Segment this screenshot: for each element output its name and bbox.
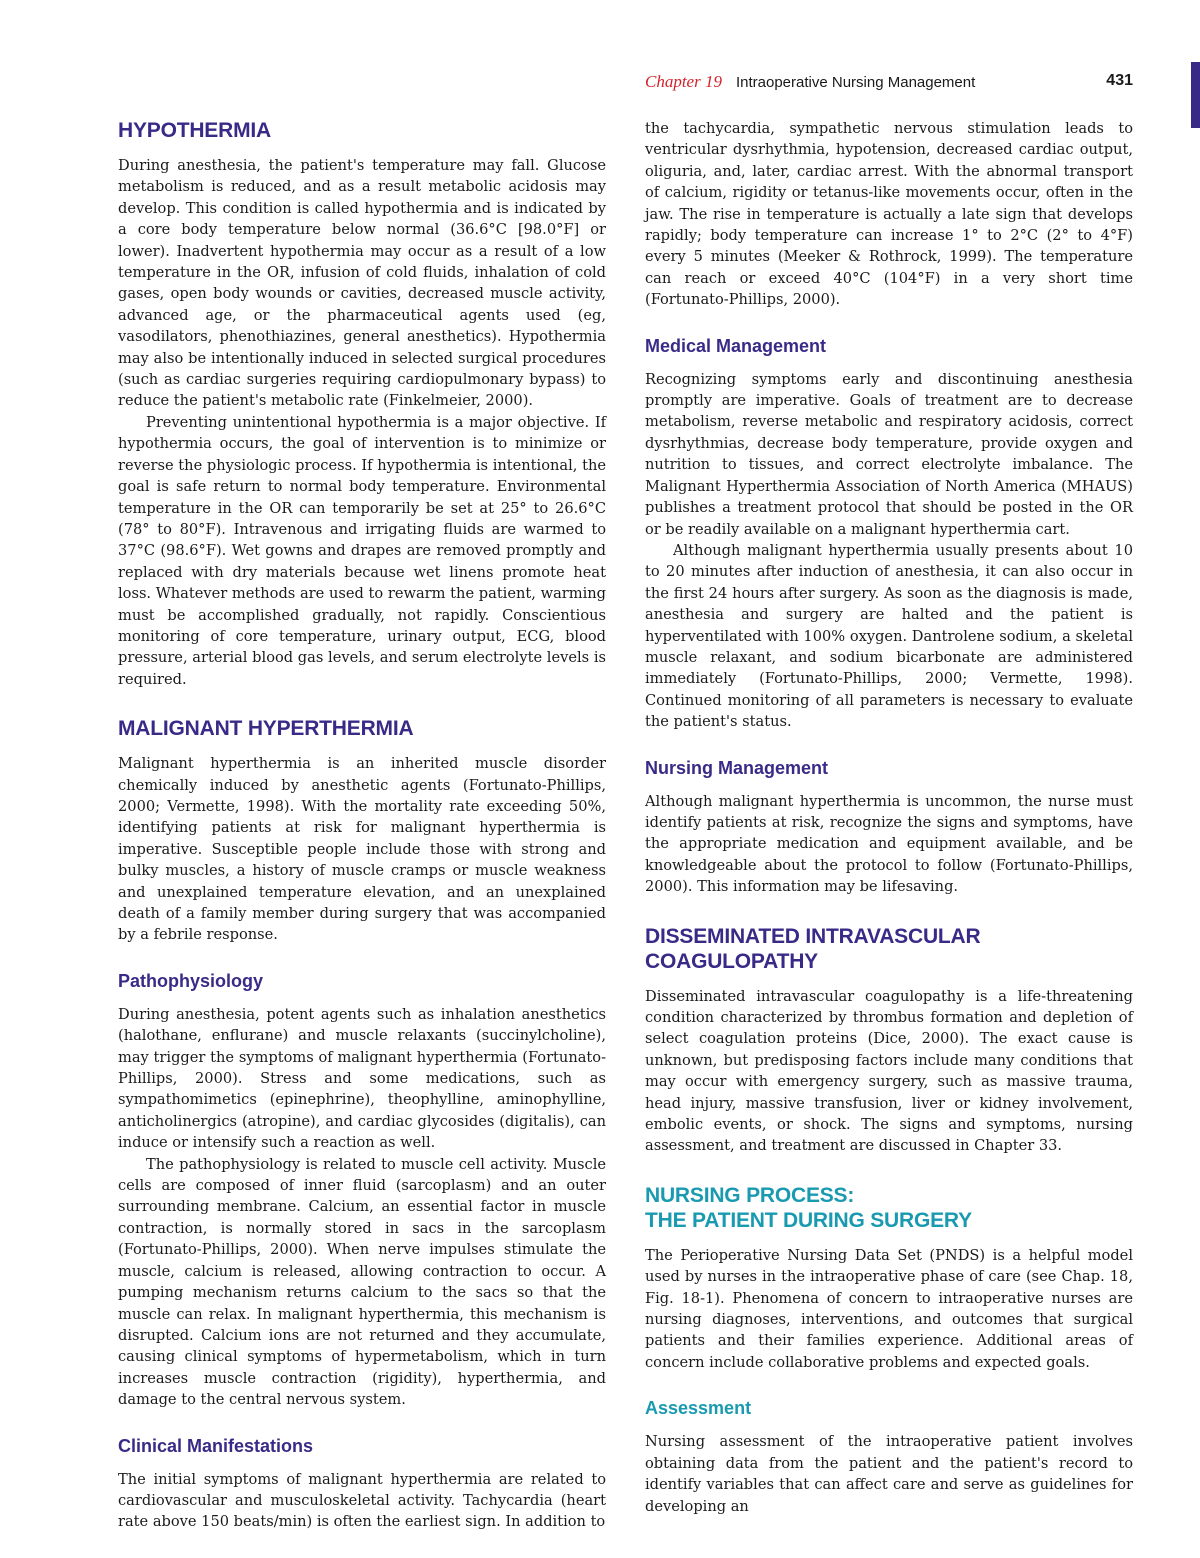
running-header: [645, 72, 1133, 96]
clinical-manifestations-paragraph: The initial symptoms of malignant hyperthermia are related to cardiovascular and musculoskeletal activity. Tachycardia (heart rate above 150 beats/min) is often the earliest sign. In addition to: [118, 1470, 606, 1531]
nursing-process-heading-line-2: THE PATIENT DURING SURGERY: [645, 1208, 972, 1232]
continued-paragraph: the tachycardia, sympathetic nervous stimulation leads to ventricular dysrhythmia, hypotension, decreased cardiac output, oliguria, and, later, cardiac arrest. With the abnormal transport of calcium, rigidity or tetanus-like movements occur, often in the jaw. The rise in temperature is actually a late sign that develops rapidly; body temperature can increase 1° to 2°C (2° to 4°F) every 5 minutes (Meeker & Rothrock, 1999). The temperature can reach or exceed 40°C (104°F) in a very short time (Fortunato-Phillips, 2000).: [645, 120, 1133, 309]
pathophysiology-heading: Pathophysiology: [118, 970, 264, 991]
malignant-hyperthermia-paragraph: Malignant hyperthermia is an inherited muscle disorder chemically induced by anesthetic agents (Fortunato-Phillips, 2000; Vermette, 1998). With the mortality rate exceeding 50%, identifying patients at risk for malignant hyperthermia is imperative. Susceptible people include those with strong and bulky muscles, a history of muscle cramps or muscle weakness and unexplained temperature elevation, and an unexplained death of a family member during surgery that was accompanied by a febrile response.: [118, 755, 606, 944]
right-column: [645, 118, 1133, 1517]
hypothermia-heading: HYPOTHERMIA: [118, 119, 271, 142]
chapter-label: Chapter 19: [645, 72, 722, 91]
assessment-heading: Assessment: [645, 1398, 752, 1419]
assessment-paragraph: Nursing assessment of the intraoperative patient involves obtaining data from the patient and the patient's record to identify variables that can affect care and serve as guidelines for developing an: [645, 1433, 1133, 1515]
medical-management-heading: Medical Management: [645, 335, 827, 356]
chapter-side-tab: [1191, 62, 1200, 128]
nursing-management-heading: Nursing Management: [645, 757, 829, 778]
nursing-management-paragraph: Although malignant hyperthermia is uncommon, the nurse must identify patients at risk, recognize the signs and symptoms, have the appropriate medication and equipment available, and be knowledgeable about the protocol to follow (Fortunato-Phillips, 2000). This information may be lifesaving.: [645, 792, 1133, 896]
dic-heading-line-2: COAGULOPATHY: [645, 949, 818, 973]
pathophysiology-paragraph-2: The pathophysiology is related to muscle cell activity. Muscle cells are composed of inner fluid (sarcoplasm) and an outer surrounding membrane. Calcium, an essential factor in muscle contraction, is normally stored in sacs in the sarcoplasm (Fortunato-Phillips, 2000). When nerve impulses stimulate the muscle, calcium is released, allowing contraction to occur. A pumping mechanism returns calcium to the sacs so that the muscle can relax. In malignant hyperthermia, this mechanism is disrupted. Calcium ions are not returned and they accumulate, causing clinical symptoms of hypermetabolism, which in turn increases muscle contraction (rigidity), hyperthermia, and damage to the central nervous system.: [118, 1155, 606, 1409]
dic-heading: [645, 924, 1133, 974]
nursing-process-heading-line-1: NURSING PROCESS:: [645, 1183, 855, 1207]
chapter-title: Intraoperative Nursing Management: [735, 74, 976, 91]
dic-paragraph: Disseminated intravascular coagulopathy is a life-threatening condition characterized by thrombus formation and depletion of select coagulation proteins (Dice, 2000). The exact cause is unknown, but predisposing factors include many conditions that may occur with emergency surgery, such as massive trauma, head injury, massive transfusion, liver or kidney involvement, embolic events, or shock. The signs and symptoms, nursing assessment, and treatment are discussed in Chapter 33.: [645, 987, 1133, 1155]
dic-heading-line-1: DISSEMINATED INTRAVASCULAR: [645, 924, 981, 948]
nursing-process-heading: [645, 1183, 1133, 1233]
hypothermia-paragraph-2: Preventing unintentional hypothermia is a major objective. If hypothermia occurs, the goal of intervention is to minimize or reverse the physiologic process. If hypothermia is intentional, the goal is safe return to normal body temperature. Environmental temperature in the OR can temporarily be set at 25° to 26.6°C (78° to 80°F). Intravenous and irrigating fluids are warmed to 37°C (98.6°F). Wet gowns and drapes are removed promptly and replaced with dry materials because wet linens promote heat loss. Whatever methods are used to rewarm the patient, warming must be accomplished gradually, not rapidly. Conscientious monitoring of core temperature, urinary output, ECG, blood pressure, arterial blood gas levels, and serum electrolyte levels is required.: [118, 413, 606, 688]
page-number: 431: [1106, 72, 1133, 89]
medical-management-paragraph-1: Recognizing symptoms early and discontinuing anesthesia promptly are imperative. Goals of treatment are to decrease metabolism, reverse metabolic and respiratory acidosis, correct dysrhythmias, decrease body temperature, provide oxygen and nutrition to tissues, and correct electrolyte imbalance. The Malignant Hyperthermia Association of North America (MHAUS) publishes a treatment protocol that should be posted in the OR or be readily available on a malignant hyperthermia cart.: [645, 370, 1133, 538]
hypothermia-paragraph-1: During anesthesia, the patient's temperature may fall. Glucose metabolism is reduced, and as a result metabolic acidosis may develop. This condition is called hypothermia and is indicated by a core body temperature below normal (36.6°C [98.0°F] or lower). Inadvertent hypothermia may occur as a result of a low temperature in the OR, infusion of cold fluids, inhalation of cold gases, open body wounds or cavities, decreased muscle activity, advanced age, or the pharmaceutical agents used (eg, vasodilators, phenothiazines, general anesthetics). Hypothermia may also be intentionally induced in selected surgical procedures (such as cardiac surgeries requiring cardiopulmonary bypass) to reduce the patient's metabolic rate (Finkelmeier, 2000).: [118, 157, 606, 410]
clinical-manifestations-heading: Clinical Manifestations: [118, 1435, 314, 1456]
nursing-process-paragraph: The Perioperative Nursing Data Set (PNDS) is a helpful model used by nurses in the intraoperative phase of care (see Chap. 18, Fig. 18-1). Phenomena of concern to intraoperative nurses are nursing diagnoses, interventions, and outcomes that surgical patients and their families experience. Additional areas of concern include collaborative problems and expected goals.: [645, 1246, 1133, 1371]
left-column: [118, 118, 606, 1533]
medical-management-paragraph-2: Although malignant hyperthermia usually presents about 10 to 20 minutes after induction of anesthesia, it can also occur in the first 24 hours after surgery. As soon as the diagnosis is made, anesthesia and surgery are halted and the patient is hyperventilated with 100% oxygen. Dantrolene sodium, a skeletal muscle relaxant, and sodium bicarbonate are administered immediately (Fortunato-Phillips, 2000; Vermette, 1998). Continued monitoring of all parameters is necessary to evaluate the patient's status.: [645, 541, 1133, 731]
malignant-hyperthermia-heading: MALIGNANT HYPERTHERMIA: [118, 717, 414, 741]
pathophysiology-paragraph-1: During anesthesia, potent agents such as inhalation anesthetics (halothane, enflurane) and muscle relaxants (succinylcholine), may trigger the symptoms of malignant hyperthermia (Fortunato-Phillips, 2000). Stress and some medications, such as sympathomimetics (epinephrine), theophylline, aminophylline, anticholinergics (atropine), and cardiac glycosides (digitalis), can induce or intensify such a reaction as well.: [118, 1005, 606, 1152]
